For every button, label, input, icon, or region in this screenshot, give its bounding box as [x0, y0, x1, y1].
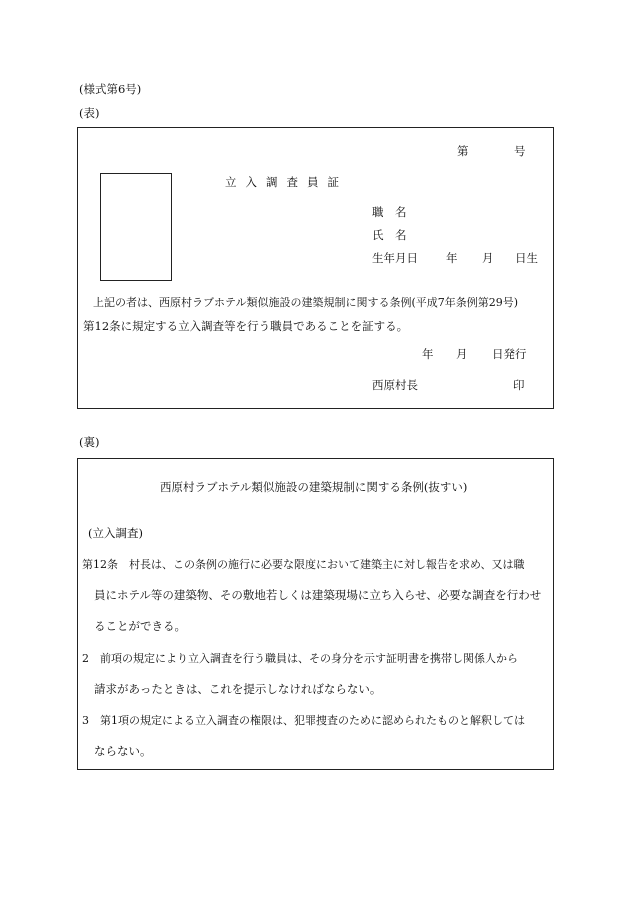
front-label: (表) [79, 106, 100, 120]
field-name: 氏 名 [372, 228, 407, 242]
issue-month: 月 [456, 347, 468, 361]
field-birth-month: 月 [482, 251, 494, 265]
article-line-1: 第12条 村長は、この条例の施行に必要な限度において建築主に対し報告を求め、又は職 [82, 558, 525, 571]
back-title: 西原村ラブホテル類似施設の建築規制に関する条例(抜すい) [160, 480, 468, 494]
form-number: (様式第6号) [79, 82, 142, 96]
seal-mark: 印 [513, 378, 525, 392]
article-line-3: ることができる。 [94, 619, 186, 633]
photo-placeholder [100, 173, 172, 281]
back-label: (裏) [79, 435, 100, 449]
field-birth-day: 日生 [515, 251, 538, 265]
article-line-2: 員にホテル等の建築物、その敷地若しくは建築現場に立ち入らせ、必要な調査を行わせ [94, 588, 542, 602]
certification-line-1: 上記の者は、西原村ラブホテル類似施設の建築規制に関する条例(平成7年条例第29号) [93, 296, 519, 309]
section-caption: (立入調査) [88, 526, 143, 540]
certificate-no-go: 号 [514, 144, 526, 158]
issue-day: 日発行 [492, 347, 527, 361]
article-line-4: 2 前項の規定により立入調査を行う職員は、その身分を示す証明書を携帯し関係人から [82, 652, 518, 665]
issuer: 西原村長 [372, 378, 418, 392]
certificate-no-dai: 第 [457, 144, 469, 158]
article-line-5: 請求があったときは、これを提示しなければならない。 [94, 682, 382, 696]
field-birth-year: 年 [446, 251, 458, 265]
article-line-7: ならない。 [94, 744, 152, 758]
issue-year: 年 [422, 347, 434, 361]
field-birth-label: 生年月日 [372, 251, 418, 265]
card-title: 立入調査員証 [225, 175, 348, 189]
field-job-title: 職 名 [372, 205, 407, 219]
certification-line-2: 第12条に規定する立入調査等を行う職員であることを証する。 [83, 319, 409, 333]
article-line-6: 3 第1項の規定による立入調査の権限は、犯罪捜査のために認められたものと解釈しては [82, 714, 525, 727]
